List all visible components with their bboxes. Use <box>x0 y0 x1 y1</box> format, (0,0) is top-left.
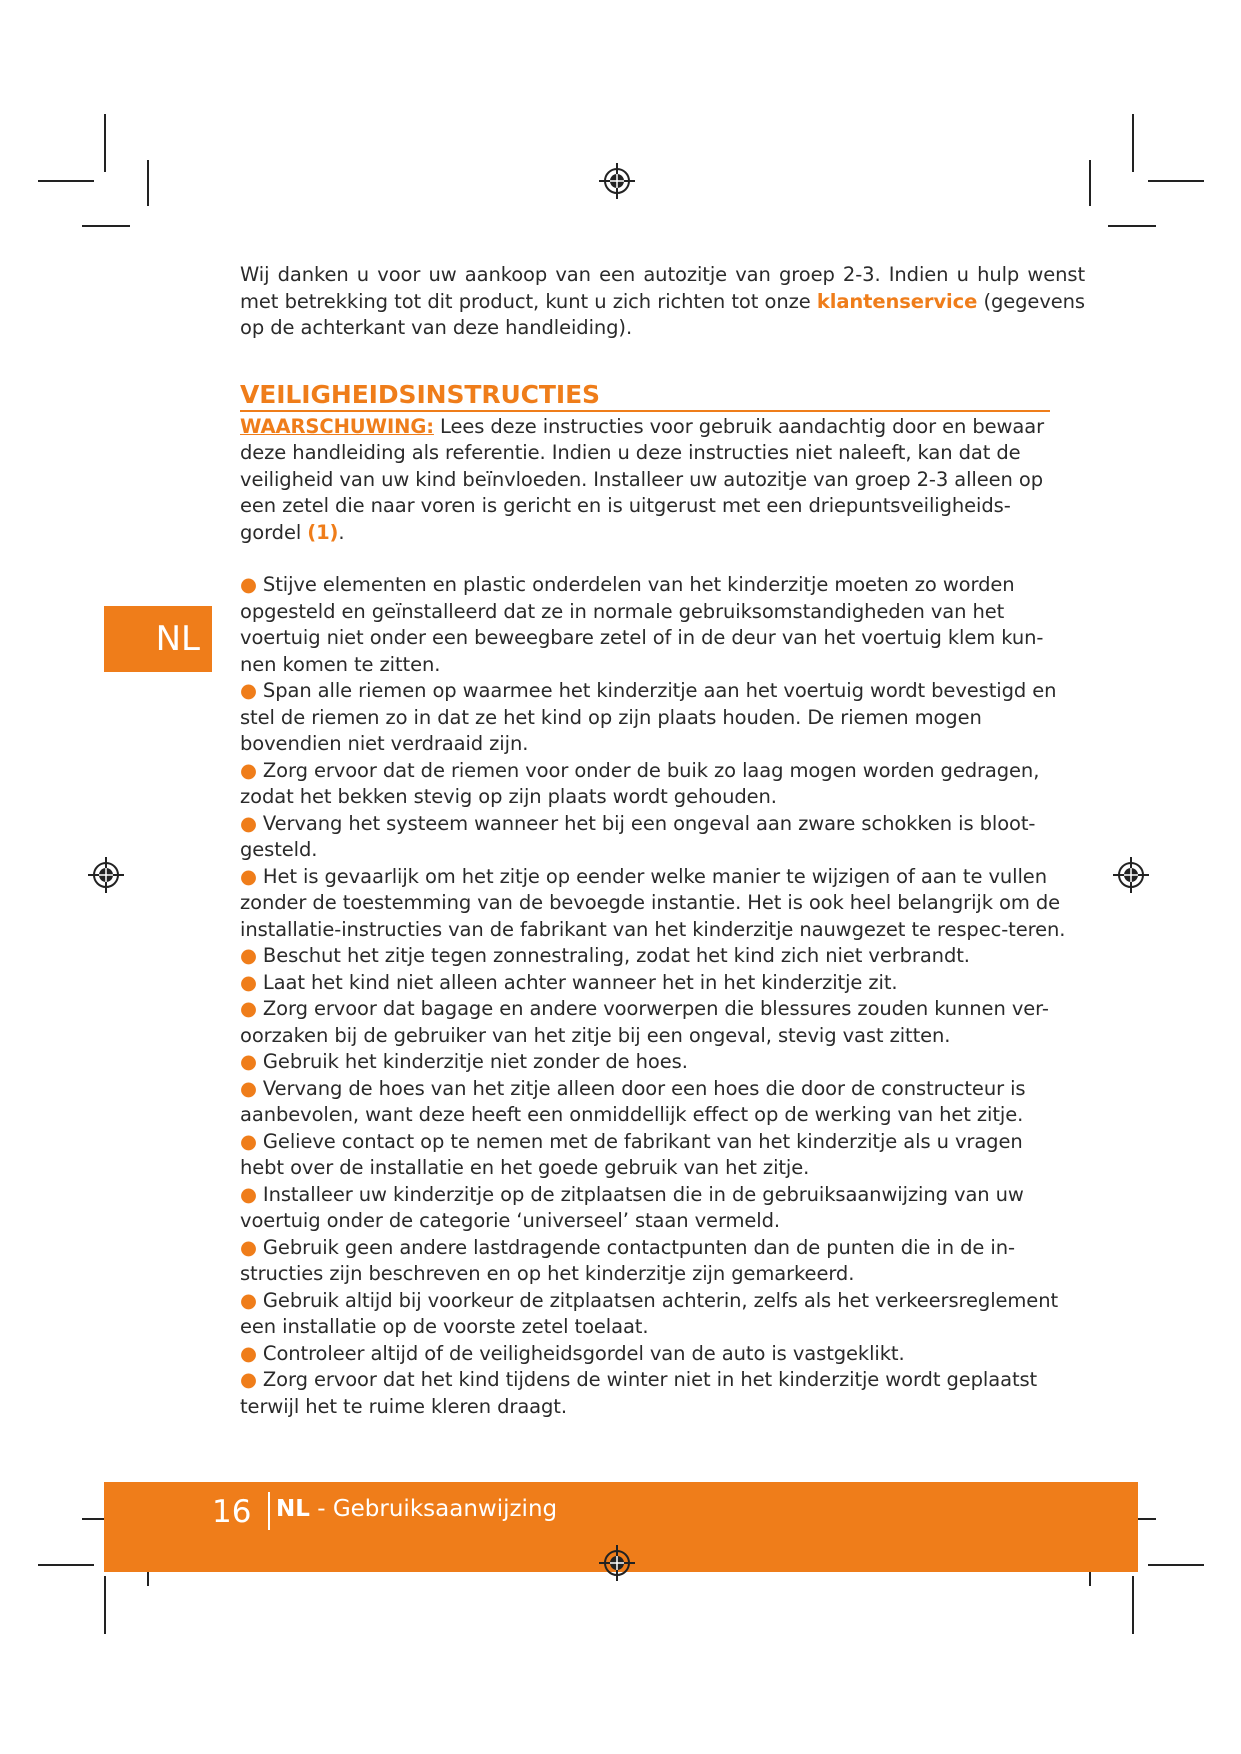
list-item-text: Vervang het systeem wanneer het bij een ongeval aan zware schokken is bloot-gesteld. <box>240 811 1036 861</box>
list-item <box>240 1182 1070 1235</box>
bullet-icon: ● <box>240 573 257 596</box>
list-item <box>240 943 1070 970</box>
list-item <box>240 1288 1070 1341</box>
bullet-icon: ● <box>240 970 257 994</box>
list-item-text: Het is gevaarlijk om het zitje op eender welke manier te wijzigen of aan te vullen zonder de toestemming van de bevoegde instantie. Het is ook heel belangrijk om de installatie-instructies van de fabrikant van het kinderzitje nauwgezet te respec-teren. <box>240 864 1066 941</box>
list-item-text: Controleer altijd of de veiligheidsgordel van de auto is vastgeklikt. <box>262 1341 905 1365</box>
list-item <box>240 572 1070 678</box>
list-item-text: Span alle riemen op waarmee het kinderzitje aan het voertuig wordt bevestigd en stel de riemen zo in dat ze het kind op zijn plaats houden. De riemen mogen bovendien niet verdraaid zijn. <box>240 679 1057 755</box>
intro-paragraph <box>240 262 1085 342</box>
figure-reference: (1) <box>307 520 339 544</box>
list-item-text: Gebruik altijd bij voorkeur de zitplaatsen achterin, zelfs als het verkeersreglement een installatie op de voorste zetel toelaat. <box>240 1288 1059 1338</box>
bullet-icon: ● <box>240 997 257 1020</box>
registration-mark-icon <box>1112 856 1150 894</box>
bullet-icon: ● <box>240 1182 257 1206</box>
page-number: 16 <box>212 1494 252 1530</box>
list-item-text: Zorg ervoor dat bagage en andere voorwerpen die blessures zouden kunnen ver-oorzaken bij de gebruiker van het zitje bij een ongeval, stevig vast zitten. <box>240 997 1049 1047</box>
list-item <box>240 758 1070 811</box>
list-item <box>240 678 1070 758</box>
registration-mark-icon <box>598 1544 636 1582</box>
list-item-text: Beschut het zitje tegen zonnestraling, zodat het kind zich niet verbrandt. <box>262 944 970 967</box>
list-item <box>240 811 1070 864</box>
section-title: VEILIGHEIDSINSTRUCTIES <box>240 380 1050 412</box>
crop-mark <box>1089 160 1091 206</box>
crop-mark <box>104 114 106 172</box>
page-content <box>240 262 1085 1420</box>
footer-divider <box>268 1492 270 1530</box>
bullet-icon: ● <box>240 1235 257 1259</box>
customer-service-link[interactable]: klantenservice <box>816 289 978 313</box>
list-item-text: Vervang de hoes van het zitje alleen door een hoes die door de constructeur is aanbevolen, want deze heeft een onmiddellijk effect op de werking van het zitje. <box>240 1076 1026 1126</box>
crop-mark <box>1132 114 1134 172</box>
list-item-text: Gebruik het kinderzitje niet zonder de hoes. <box>262 1050 688 1073</box>
bullet-icon: ● <box>240 1288 257 1312</box>
list-item <box>240 1049 1070 1076</box>
list-item-text: Gebruik geen andere lastdragende contactpunten dan de punten die in de in-structies zijn beschreven en op het kinderzitje zijn gemarkeerd. <box>240 1235 1015 1285</box>
warning-paragraph <box>240 414 1055 547</box>
bullet-icon: ● <box>240 679 257 702</box>
bullet-icon: ● <box>240 1050 257 1073</box>
language-side-tab: NL <box>104 606 212 672</box>
list-item-text: Gelieve contact op te nemen met de fabrikant van het kinderzitje als u vragen hebt over de installatie en het goede gebruik van het zitje. <box>240 1129 1023 1179</box>
list-item-text: Stijve elementen en plastic onderdelen van het kinderzitje moeten zo worden opgesteld en geïnstalleerd dat ze in normale gebruiksomstandigheden van het voertuig niet onder een beweegbare zetel of in de deur van het voertuig klem kun-nen komen te zitten. <box>240 573 1044 676</box>
list-item <box>240 996 1070 1049</box>
crop-mark <box>38 180 94 182</box>
bullet-icon: ● <box>240 1129 257 1153</box>
registration-mark-icon <box>87 856 125 894</box>
crop-mark <box>147 160 149 206</box>
bullet-icon: ● <box>240 811 257 835</box>
footer-lang: NL <box>276 1496 310 1522</box>
list-item-text: Installeer uw kinderzitje op de zitplaatsen die in de gebruiksaanwijzing van uw voertuig onder de categorie ‘universeel’ staan vermeld. <box>240 1182 1024 1232</box>
footer-title <box>276 1496 557 1522</box>
list-item <box>240 970 1070 997</box>
crop-mark <box>38 1564 94 1566</box>
intro-text-end: (gegevens op de achterkant van deze handleiding). <box>240 289 1085 339</box>
footer-manual-title: Gebruiksaanwijzing <box>332 1496 558 1522</box>
list-item-text: Zorg ervoor dat het kind tijdens de winter niet in het kinderzitje wordt geplaatst terwijl het te ruime kleren draagt. <box>240 1368 1038 1418</box>
list-item <box>240 1367 1070 1420</box>
warning-text: Lees deze instructies voor gebruik aandachtig door en bewaar deze handleiding als referentie. Indien u deze instructies niet naleeft, kan dat de veiligheid van uw kind beïnvloeden. Installeer uw autozitje van groep 2-3 alleen op een zetel die naar voren is gericht en is uitgerust met een driepuntsveiligheids-gordel <box>240 414 1045 544</box>
warning-end: . <box>338 520 345 544</box>
list-item-text: Zorg ervoor dat de riemen voor onder de buik zo laag mogen worden gedragen, zodat het bekken stevig op zijn plaats wordt gehouden. <box>240 758 1040 808</box>
crop-mark <box>1132 1576 1134 1634</box>
crop-mark <box>1108 225 1156 227</box>
bullet-icon: ● <box>240 758 257 782</box>
crop-mark <box>104 1576 106 1634</box>
bullet-icon: ● <box>240 1076 257 1100</box>
crop-mark <box>1148 1564 1204 1566</box>
safety-instructions-list <box>240 572 1070 1420</box>
intro-text: Wij danken u voor uw aankoop van een autozitje van groep 2-3. Indien u hulp wenst met betrekking tot dit product, kunt u zich richten tot onze <box>240 263 1085 313</box>
crop-mark <box>82 225 130 227</box>
list-item <box>240 1129 1070 1182</box>
bullet-icon: ● <box>240 864 257 888</box>
footer-separator: - <box>309 1496 333 1522</box>
warning-label: WAARSCHUWING: <box>240 414 434 438</box>
list-item <box>240 1235 1070 1288</box>
registration-mark-icon <box>598 162 636 200</box>
crop-mark <box>1148 180 1204 182</box>
list-item <box>240 1076 1070 1129</box>
list-item <box>240 864 1070 944</box>
bullet-icon: ● <box>240 1368 257 1391</box>
list-item <box>240 1341 1070 1368</box>
bullet-icon: ● <box>240 944 257 967</box>
list-item-text: Laat het kind niet alleen achter wanneer het in het kinderzitje zit. <box>262 970 898 994</box>
bullet-icon: ● <box>240 1341 257 1365</box>
